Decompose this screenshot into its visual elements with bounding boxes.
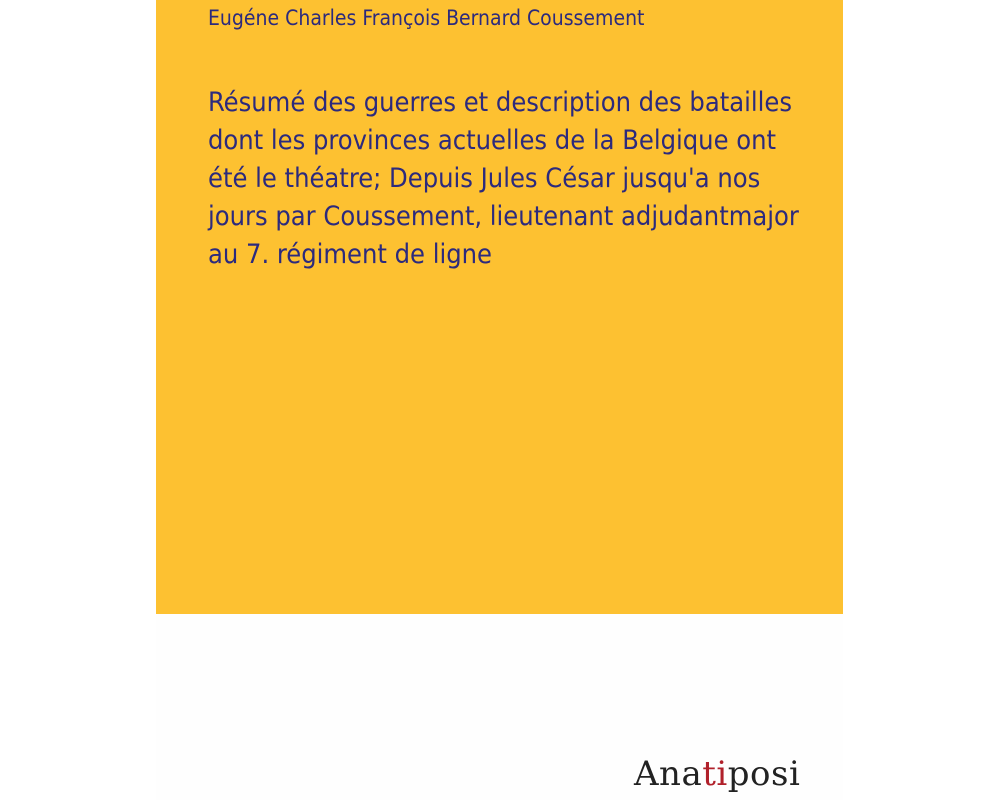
cover-yellow-panel (156, 0, 843, 614)
publisher-logo-accent: ti (702, 754, 728, 794)
book-cover (156, 0, 843, 800)
publisher-logo-part-1: Ana (634, 754, 703, 794)
book-title: Résumé des guerres et description des batailles dont les provinces actuelles de la Belgique ont été le théatre; Depuis Jules César jusqu'a nos jours par Coussement, lieutenant adjudantmajor au 7. régiment de ligne (208, 87, 799, 270)
author-name: Eugéne Charles François Bernard Coussement (208, 6, 645, 30)
publisher-logo-part-2: posi (727, 754, 801, 794)
publisher-logo (634, 752, 800, 796)
